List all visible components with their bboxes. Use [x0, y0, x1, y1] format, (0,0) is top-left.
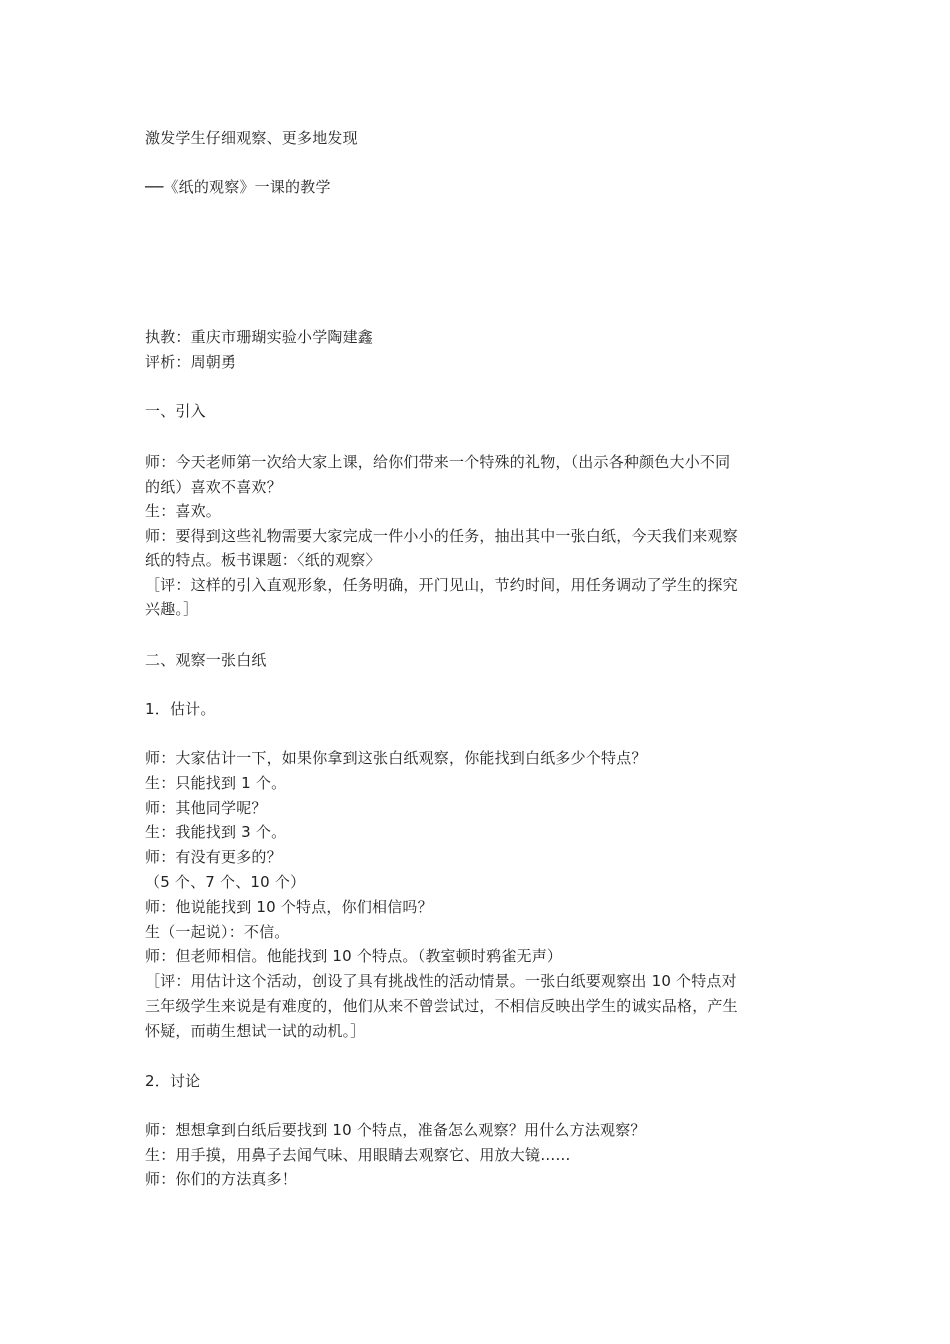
document-title: 激发学生仔细观察、更多地发现 [145, 129, 358, 147]
paragraph-line: 纸的特点。板书课题：〈纸的观察〉 [145, 551, 381, 569]
subsection-heading-estimate: 1．估计。 [145, 700, 216, 718]
paragraph-line: 生：我能找到 3 个。 [145, 823, 287, 841]
paragraph-line: 生：喜欢。 [145, 502, 222, 520]
paragraph-line: 师：要得到这些礼物需要大家完成一件小小的任务，抽出其中一张白纸，今天我们来观察 [145, 527, 738, 545]
document-page [145, 0, 810, 1344]
paragraph-line: 师：有没有更多的？ [145, 848, 282, 866]
paragraph-line: 师：但老师相信。他能找到 10 个特点。（教室顿时鸦雀无声） [145, 947, 563, 965]
paragraph-line: 兴趣。］ [145, 600, 199, 618]
paragraph-line: （5 个、7 个、10 个） [145, 873, 306, 891]
paragraph-line: 生：只能找到 1 个。 [145, 774, 287, 792]
paragraph-line: ［评：这样的引入直观形象，任务明确，开门见山，节约时间，用任务调动了学生的探究 [145, 576, 738, 594]
paragraph-line: ［评：用估计这个活动，创设了具有挑战性的活动情景。一张白纸要观察出 10 个特点对 [145, 972, 737, 990]
paragraph-line: 怀疑，而萌生想试一试的动机。］ [145, 1022, 366, 1040]
paragraph-line: 师：想想拿到白纸后要找到 10 个特点，准备怎么观察？用什么方法观察？ [145, 1121, 646, 1139]
paragraph-line: 师：今天老师第一次给大家上课，给你们带来一个特殊的礼物，（出示各种颜色大小不同 [145, 453, 731, 471]
section-heading-observe: 二、观察一张白纸 [145, 651, 267, 669]
paragraph-line: 师：他说能找到 10 个特点，你们相信吗？ [145, 898, 433, 916]
credit-reviewer: 评析：周朝勇 [145, 353, 237, 371]
paragraph-line: 师：你们的方法真多！ [145, 1170, 298, 1188]
paragraph-line: 的纸）喜欢不喜欢？ [145, 478, 282, 496]
paragraph-line: 生（一起说）：不信。 [145, 923, 290, 941]
paragraph-line: 三年级学生来说是有难度的，他们从来不曾尝试过，不相信反映出学生的诚实品格，产生 [145, 997, 738, 1015]
credit-teacher: 执教：重庆市珊瑚实验小学陶建鑫 [145, 328, 374, 346]
section-heading-intro: 一、引入 [145, 402, 206, 420]
paragraph-line: 生：用手摸，用鼻子去闻气味、用眼睛去观察它、用放大镜…… [145, 1146, 571, 1164]
subsection-heading-discuss: 2．讨论 [145, 1072, 201, 1090]
document-subtitle: ──《纸的观察》一课的教学 [145, 178, 331, 196]
paragraph-line: 师：其他同学呢？ [145, 799, 267, 817]
paragraph-line: 师：大家估计一下，如果你拿到这张白纸观察，你能找到白纸多少个特点？ [145, 749, 647, 767]
